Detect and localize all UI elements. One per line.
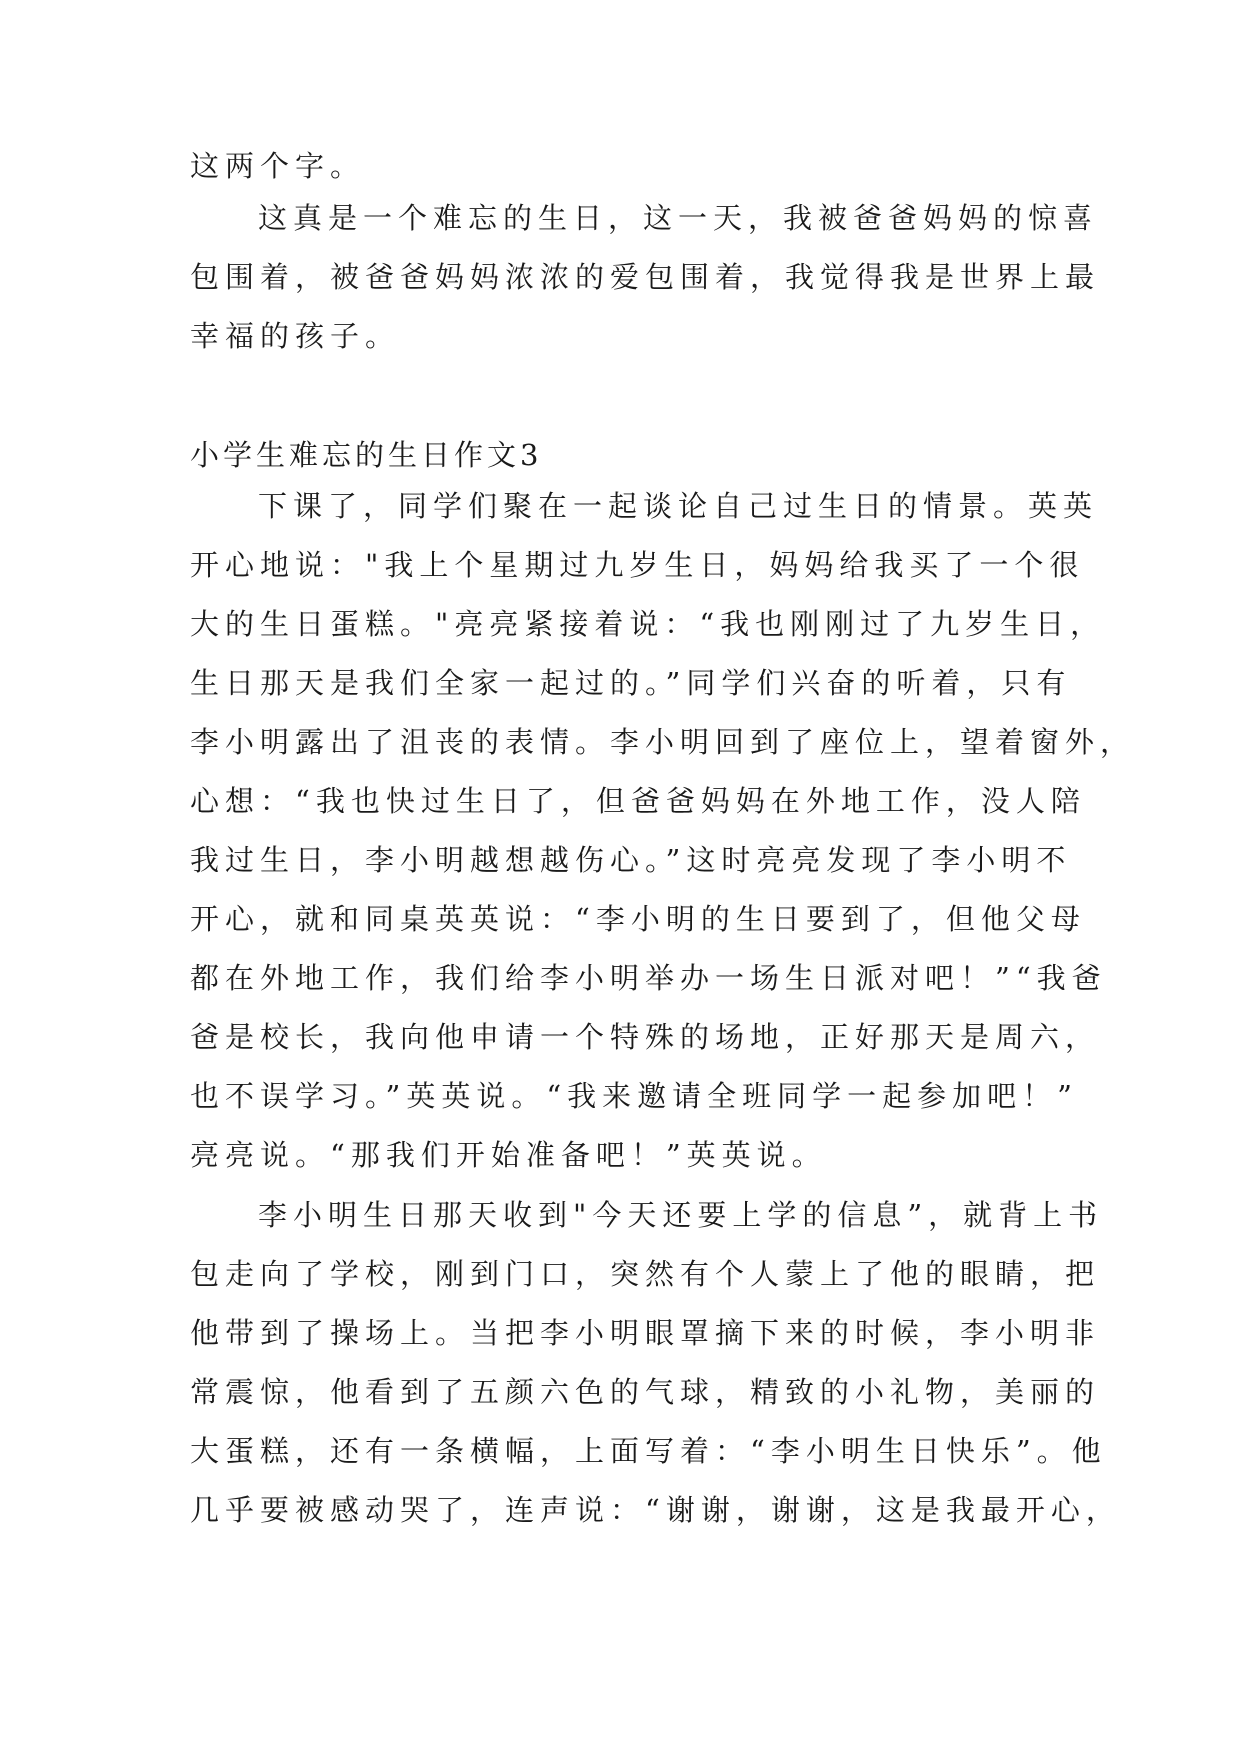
text-line: 这两个字。 xyxy=(190,149,366,183)
text-line: 下课了，同学们聚在一起谈论自己过生日的情景。英英 xyxy=(258,489,1099,523)
text-line: 生日那天是我们全家一起过的。”同学们兴奋的听着，只有 xyxy=(190,666,1072,700)
text-line: 这真是一个难忘的生日，这一天，我被爸爸妈妈的惊喜 xyxy=(258,201,1099,235)
text-line: 包围着，被爸爸妈妈浓浓的爱包围着，我觉得我是世界上最 xyxy=(190,260,1101,294)
text-line: 都在外地工作，我们给李小明举办一场生日派对吧！”“我爸 xyxy=(190,961,1107,995)
text-line: 他带到了操场上。当把李小明眼罩摘下来的时候，李小明非 xyxy=(190,1316,1101,1350)
text-line: 爸是校长，我向他申请一个特殊的场地，正好那天是周六， xyxy=(190,1020,1101,1054)
section-title-text: 小学生难忘的生日作文3 xyxy=(190,438,543,472)
text-line: 亮亮说。“那我们开始准备吧！”英英说。 xyxy=(190,1138,827,1172)
paragraph-1 xyxy=(190,477,1136,1185)
text-line: 包走向了学校，刚到门口，突然有个人蒙上了他的眼睛，把 xyxy=(190,1257,1101,1291)
text-line: 开心地说："我上个星期过九岁生日，妈妈给我买了一个很 xyxy=(190,548,1085,582)
text-line: 也不误学习。”英英说。“我来邀请全班同学一起参加吧！” xyxy=(190,1079,1078,1113)
text-line: 大的生日蛋糕。"亮亮紧接着说：“我也刚刚过了九岁生日， xyxy=(190,607,1106,641)
text-line: 几乎要被感动哭了，连声说：“谢谢，谢谢，这是我最开心， xyxy=(190,1493,1121,1527)
text-line: 常震惊，他看到了五颜六色的气球，精致的小礼物，美丽的 xyxy=(190,1375,1101,1409)
text-line: 开心，就和同桌英英说：“李小明的生日要到了，但他父母 xyxy=(190,902,1086,936)
paragraph-continuation xyxy=(190,137,1050,196)
text-line: 心想：“我也快过生日了，但爸爸妈妈在外地工作，没人陪 xyxy=(190,784,1086,818)
text-line: 我过生日，李小明越想越伤心。”这时亮亮发现了李小明不 xyxy=(190,843,1072,877)
paragraph-2 xyxy=(190,1186,1121,1540)
text-line: 李小明露出了沮丧的表情。李小明回到了座位上，望着窗外， xyxy=(190,725,1136,759)
text-line: 李小明生日那天收到"今天还要上学的信息”，就背上书 xyxy=(258,1198,1104,1232)
paragraph-summary xyxy=(190,189,1101,366)
text-line: 幸福的孩子。 xyxy=(190,319,401,353)
text-line: 大蛋糕，还有一条横幅，上面写着：“李小明生日快乐”。他 xyxy=(190,1434,1107,1468)
